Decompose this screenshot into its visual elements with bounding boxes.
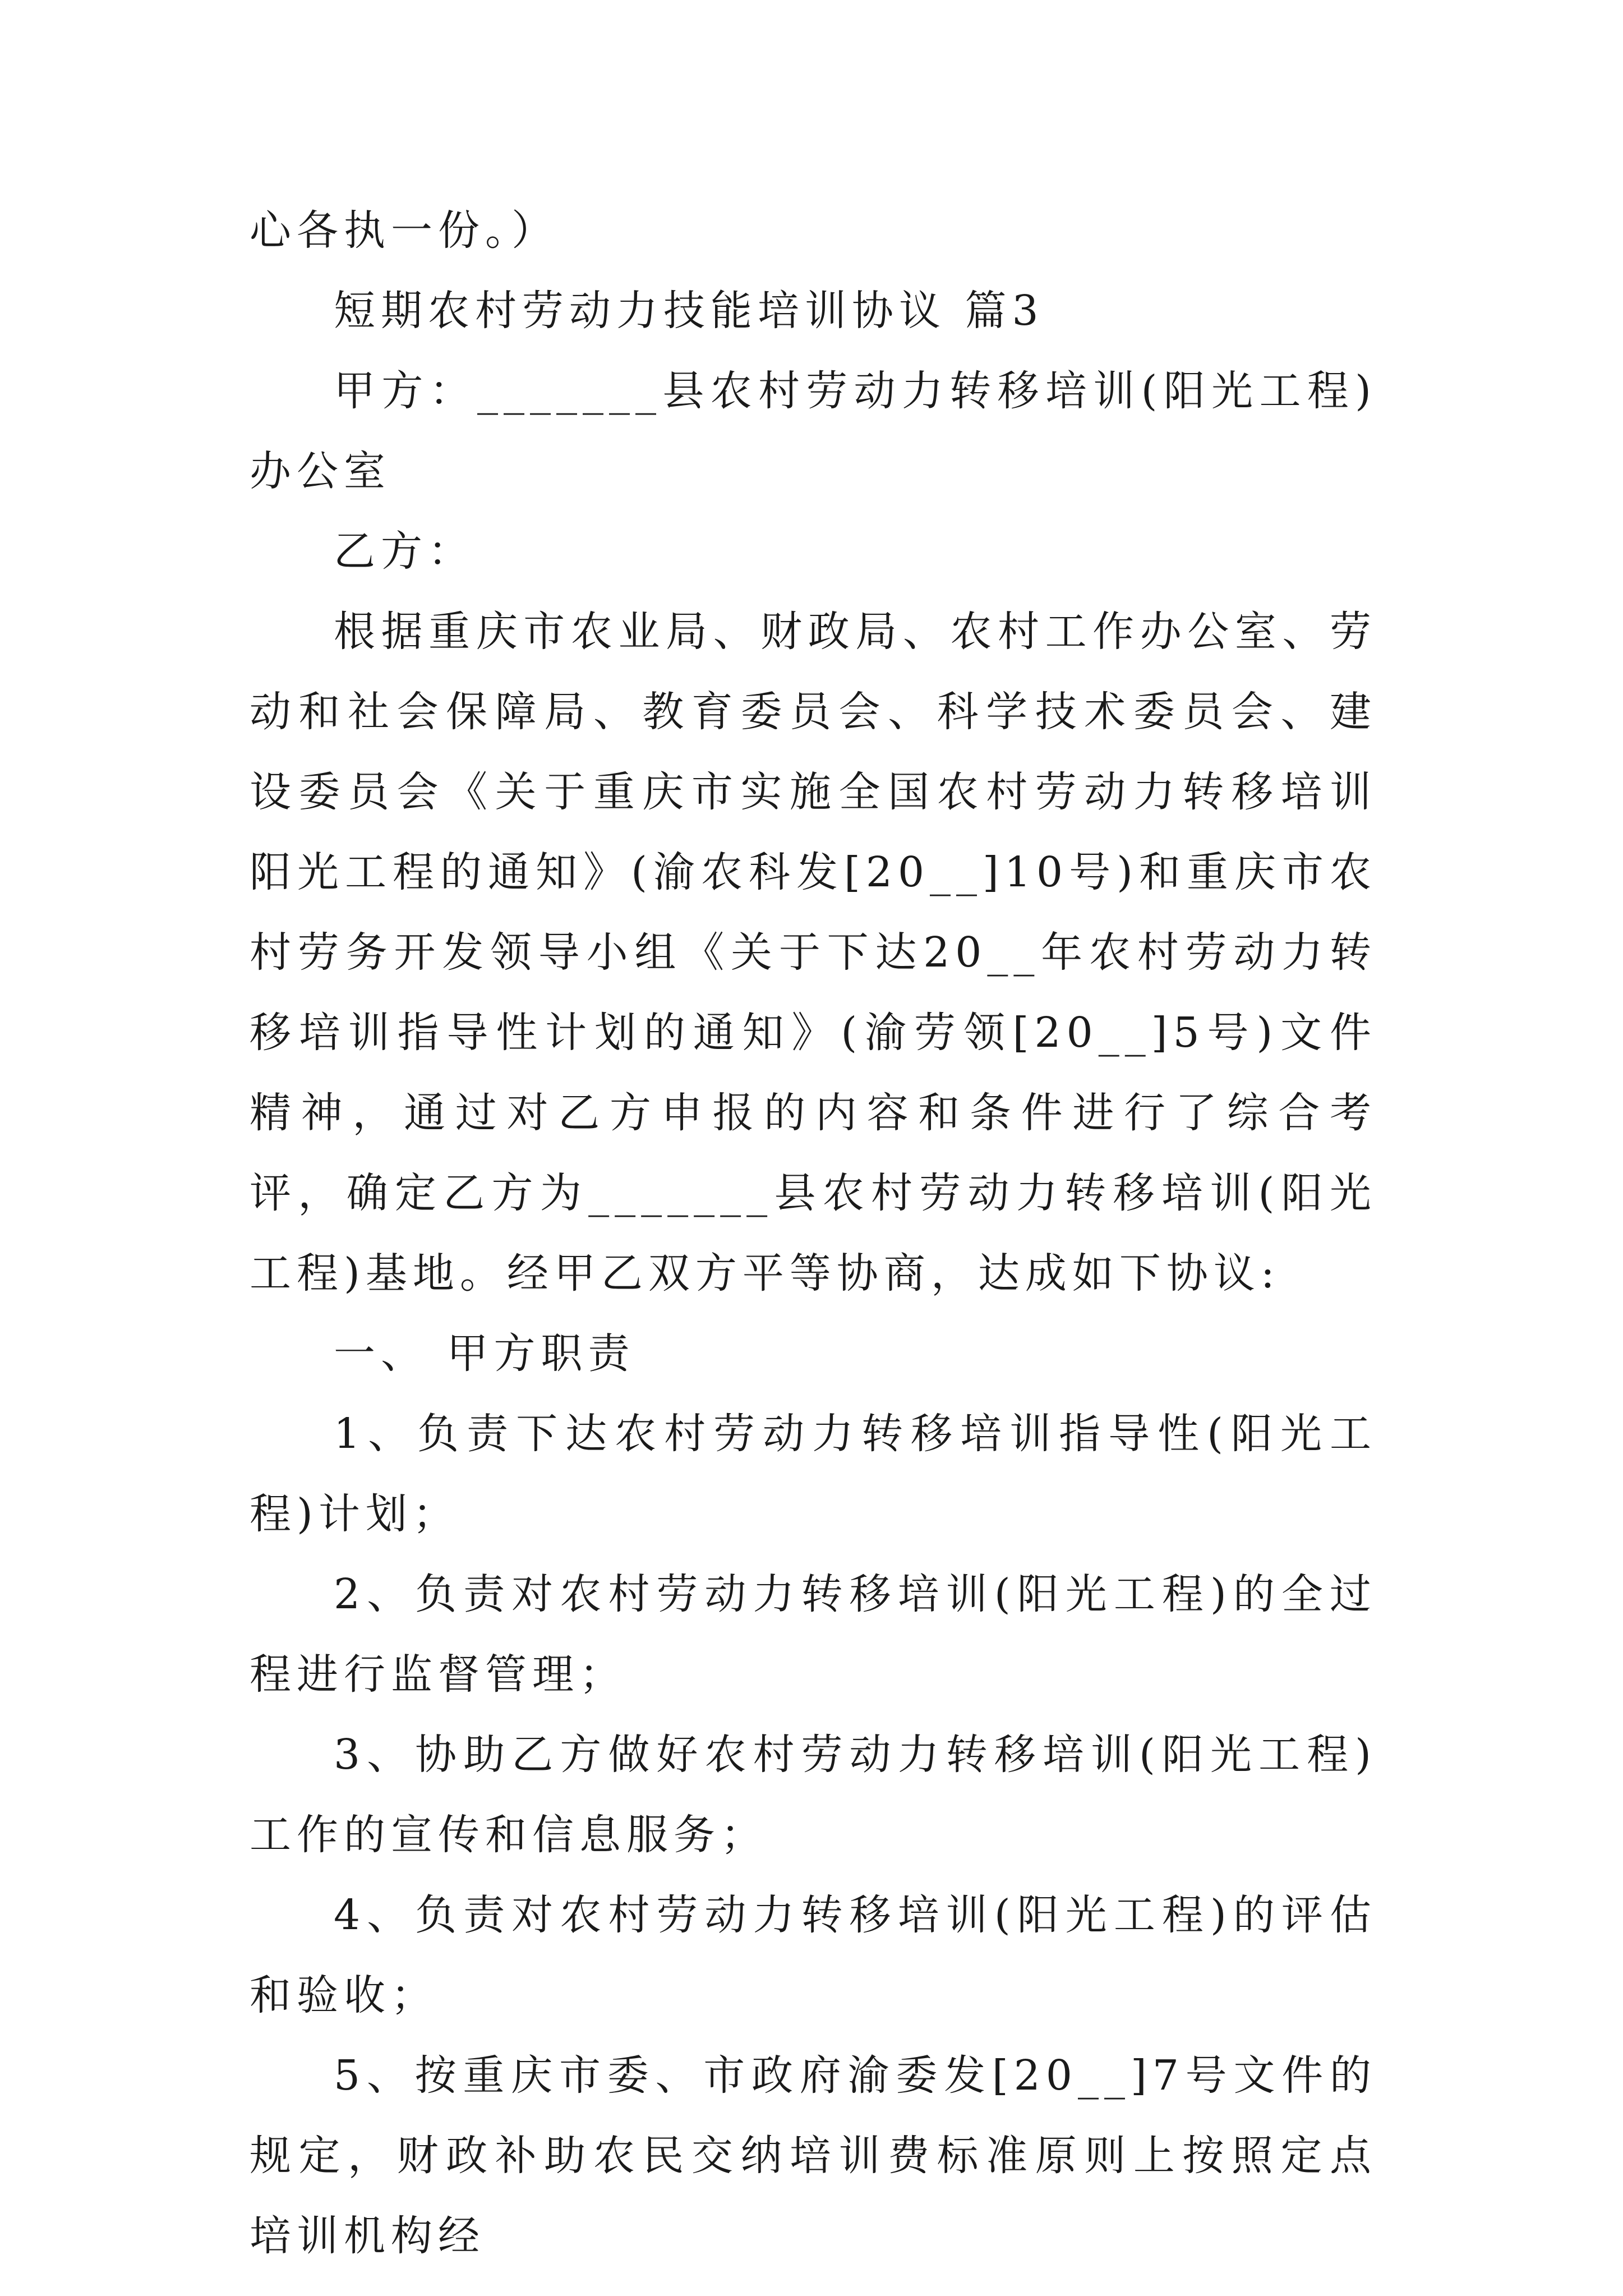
party-a-line: 甲方：_______县农村劳动力转移培训(阳光工程)办公室 xyxy=(250,367,1377,495)
duty-item-3: 3、协助乙方做好农村劳动力转移培训(阳光工程)工作的宣传和信息服务； xyxy=(250,1731,1377,1859)
section-title: 短期农村劳动力技能培训协议 篇3 xyxy=(334,287,1044,335)
paragraph-closing-note: 心各执一份。） xyxy=(250,206,559,255)
heading-party-a-duties: 一、 甲方职责 xyxy=(334,1329,635,1378)
duty-item-4: 4、负责对农村劳动力转移培训(阳光工程)的评估和验收； xyxy=(250,1891,1377,2019)
duty-item-2: 2、负责对农村劳动力转移培训(阳光工程)的全过程进行监督管理； xyxy=(250,1570,1377,1699)
document-body xyxy=(250,191,1377,2276)
duty-item-5: 5、按重庆市委、市政府渝委发[20__]7号文件的规定，财政补助农民交纳培训费标准原则上按照定点培训机构经 xyxy=(250,2051,1377,2260)
party-b-line: 乙方： xyxy=(334,527,475,576)
duty-item-1: 1、负责下达农村劳动力转移培训指导性(阳光工程)计划； xyxy=(250,1410,1377,1538)
paragraph-basis: 根据重庆市农业局、财政局、农村工作办公室、劳动和社会保障局、教育委员会、科学技术委员会、建设委员会《关于重庆市实施全国农村劳动力转移培训阳光工程的通知》(渝农科发[20__]10号)和重庆市农村劳务开发领导小组《关于下达20__年农村劳动力转移培训指导性计划的通知》(渝劳领[20__]5号)文件精神，通过对乙方申报的内容和条件进行了综合考评，确定乙方为_______县农村劳动力转移培训(阳光工程)基地。经甲乙双方平等协商，达成如下协议: xyxy=(250,608,1377,1297)
